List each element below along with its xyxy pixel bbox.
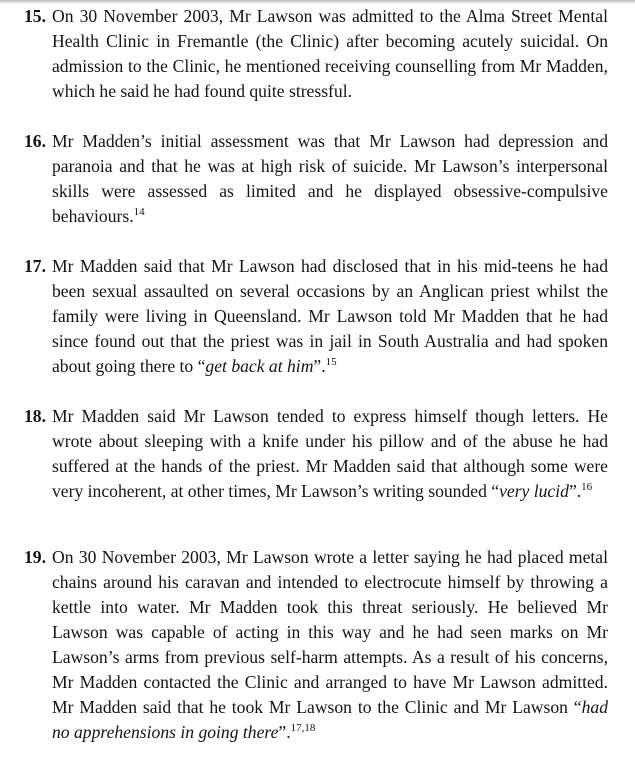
- paragraph-number: 16.: [24, 131, 46, 151]
- quote: very lucid: [499, 481, 569, 501]
- footnote-ref[interactable]: 15: [325, 356, 337, 368]
- paragraph-17: [24, 254, 608, 379]
- paragraph-number: 17.: [24, 256, 46, 276]
- paragraph-number: 19.: [24, 547, 46, 567]
- paragraph-16: [24, 129, 608, 229]
- footnote-ref[interactable]: 17,18: [290, 722, 316, 734]
- paragraph-text: Mr Madden said Mr Lawson tended to express himself though letters. He wrote about sleeping with a knife under his pillow and of the abuse he had suffered at the hands of the priest. Mr Madden said that although some were very incoherent, at other times, Mr Lawson’s writing sounded “very lucid”.$^{16}$: [52, 406, 608, 501]
- paragraph-text: On 30 November 2003, Mr Lawson was admitted to the Alma Street Mental Health Clinic in Fremantle (the Clinic) after becoming acutely suicidal. On admission to the Clinic, he mentioned receiving counselling from Mr Madden, which he said he had found quite stressful.: [52, 6, 608, 101]
- paragraph-18: [24, 404, 608, 504]
- quote: get back at him: [205, 356, 314, 376]
- paragraph-text: On 30 November 2003, Mr Lawson wrote a letter saying he had placed metal chains around his caravan and intended to electrocute himself by throwing a kettle into water. Mr Madden took this threat seriously. He believed Mr Lawson was capable of acting in this way and he had seen marks on Mr Lawson’s arms from previous self-harm attempts. As a result of his concerns, Mr Madden contacted the Clinic and arranged to have Mr Lawson admitted. Mr Madden said that he took Mr Lawson to the Clinic and Mr Lawson “had no apprehensions in going there”.$^{17,18}$: [52, 547, 608, 742]
- paragraph-number: 18.: [24, 406, 46, 426]
- paragraph-19: [24, 545, 608, 745]
- paragraph-text: Mr Madden’s initial assessment was that Mr Lawson had depression and paranoia and that he was at high risk of suicide. Mr Lawson’s interpersonal skills were assessed as limited and he displayed obsessive-compulsive behaviours.$^{14}$: [52, 131, 608, 226]
- footnote-ref[interactable]: 14: [133, 206, 145, 218]
- quote: had no apprehensions in going there: [52, 697, 608, 742]
- paragraph-text: Mr Madden said that Mr Lawson had disclosed that in his mid-teens he had been sexual assaulted on several occasions by an Anglican priest whilst the family were living in Queensland. Mr Lawson told Mr Madden that he had since found out that the priest was in jail in South Australia and had spoken about going there to “get back at him”.$^{15}$: [52, 256, 608, 376]
- paragraph-15: [24, 4, 608, 104]
- paragraph-number: 15.: [24, 6, 46, 26]
- footnote-ref[interactable]: 16: [581, 481, 593, 493]
